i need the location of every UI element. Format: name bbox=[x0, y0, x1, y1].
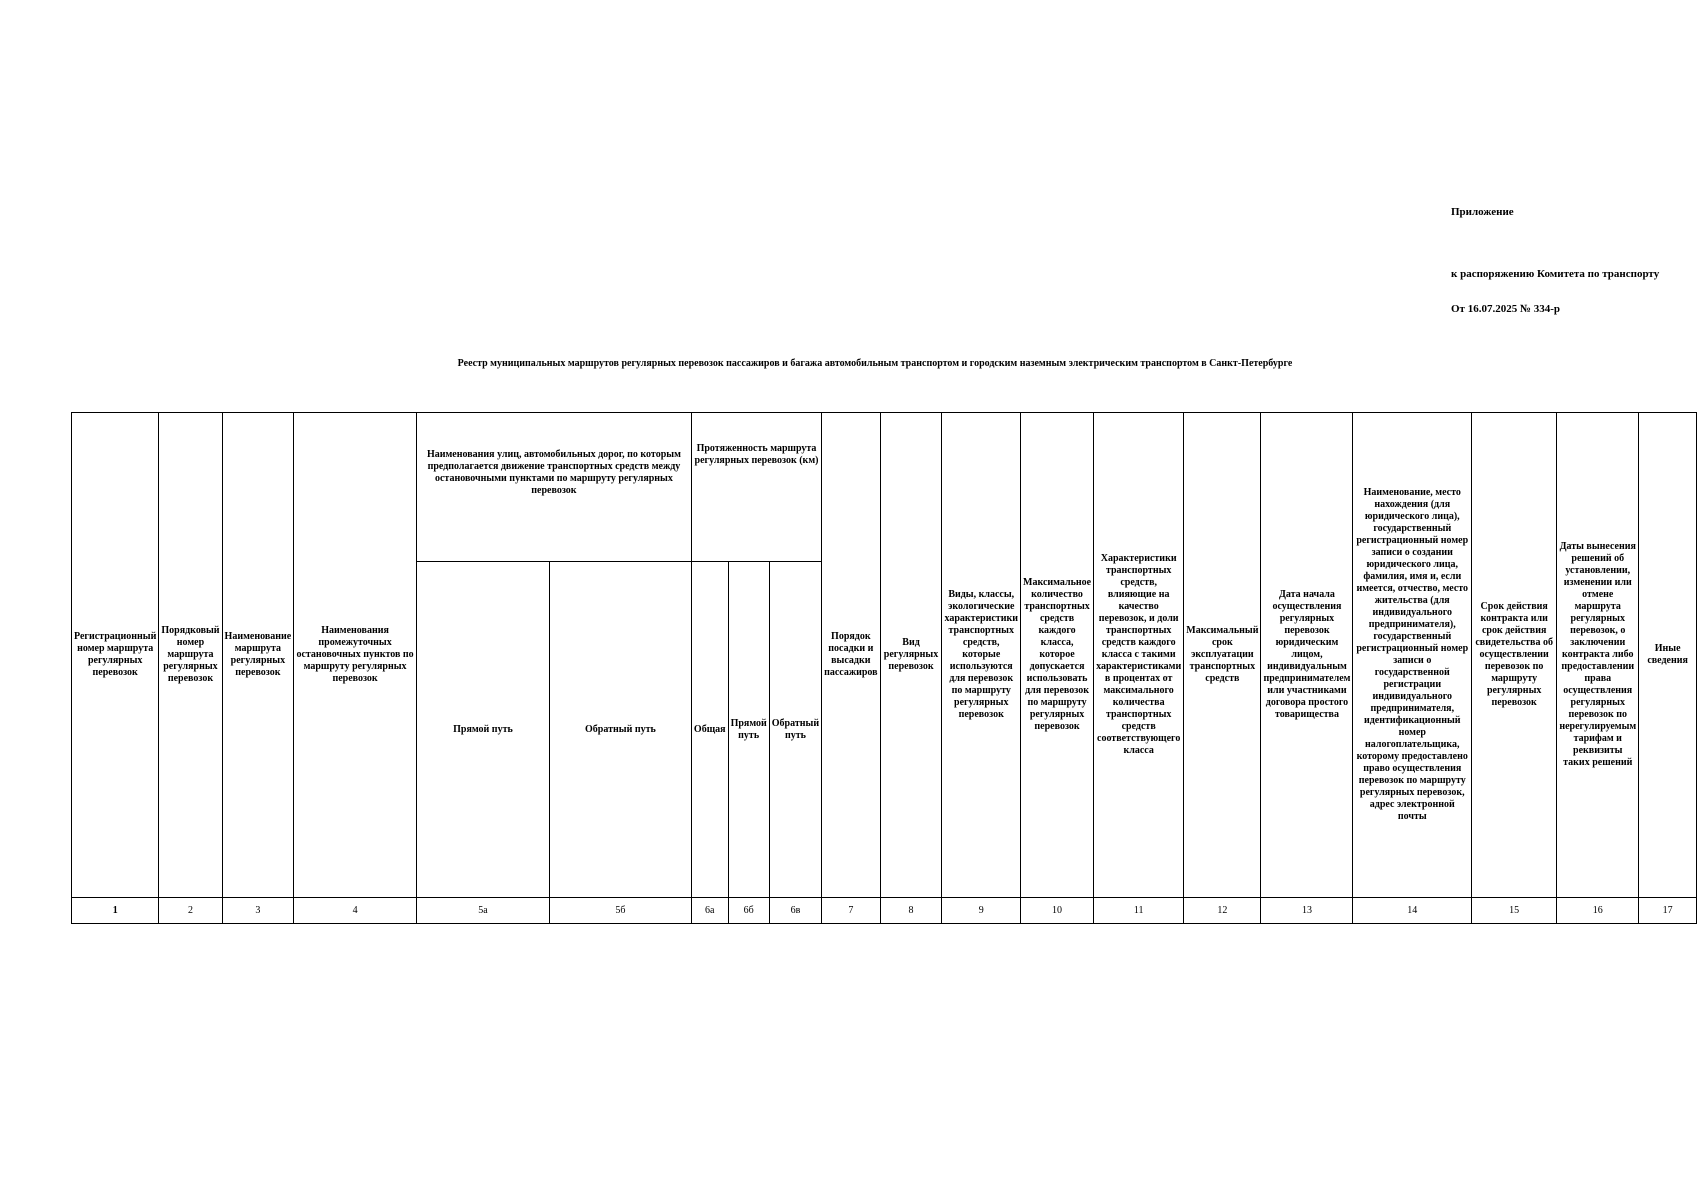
header-contract-term: Срок действия контракта или срок действия свидетельства об осуществлении перевозок по маршруту регулярных перевозок bbox=[1472, 413, 1557, 898]
column-number-cell: 6б bbox=[728, 898, 769, 924]
column-number-cell: 5а bbox=[416, 898, 549, 924]
column-number-cell: 2 bbox=[159, 898, 222, 924]
header-carrier-details: Наименование, место нахождения (для юридического лица), государственный регистрационный номер записи о создании юридического лица, фамилия, имя и, если имеется, отчество, место жительства (для индивидуального предпринимателя), государственный регистрационный номер записи о государственной регистрации индивидуального предпринимателя, идентификационный номер налогоплательщика, которому предоставлено право осуществления перевозок по маршруту регулярных перевозок, адрес электронной почты bbox=[1353, 413, 1472, 898]
header-max-vehicle-count: Максимальное количество транспортных средств каждого класса, которое допускается использовать для перевозок по маршруту регулярных перевозок bbox=[1021, 413, 1094, 898]
column-number-cell: 4 bbox=[294, 898, 417, 924]
header-vehicle-characteristics: Характеристики транспортных средств, влияющие на качество перевозок, и доли транспортных средств каждого класса с такими характеристиками в процентах от максимального количества транспортных средств соответствующего класса bbox=[1094, 413, 1184, 898]
column-number-cell: 8 bbox=[880, 898, 942, 924]
header-registration-number: Регистрационный номер маршрута регулярных перевозок bbox=[72, 413, 159, 898]
column-number-cell: 6в bbox=[769, 898, 821, 924]
document-title: Реестр муниципальных маршрутов регулярных перевозок пассажиров и багажа автомобильным транспортом и городским наземным электрическим транспортом в Санкт-Петербурге bbox=[457, 358, 1293, 369]
column-number-cell: 6а bbox=[691, 898, 728, 924]
column-number-cell: 13 bbox=[1261, 898, 1353, 924]
header-max-service-life: Максимальный срок эксплуатации транспортных средств bbox=[1184, 413, 1261, 898]
appendix-reference: к распоряжению Комитета по транспорту bbox=[1451, 268, 1660, 280]
header-intermediate-stops: Наименования промежуточных остановочных пунктов по маршруту регулярных перевозок bbox=[294, 413, 417, 898]
header-sequence-number: Порядковый номер маршрута регулярных перевозок bbox=[159, 413, 222, 898]
registry-table bbox=[71, 412, 1697, 924]
header-boarding-procedure: Порядок посадки и высадки пассажиров bbox=[822, 413, 880, 898]
column-number-cell: 16 bbox=[1557, 898, 1639, 924]
header-streets-group: Наименования улиц, автомобильных дорог, по которым предполагается движение транспортных средств между остановочными пунктами по маршруту регулярных перевозок bbox=[416, 413, 691, 562]
column-number-cell: 3 bbox=[222, 898, 294, 924]
appendix-date-line: От 16.07.2025 № 334-р bbox=[1451, 303, 1561, 315]
column-number-cell: 15 bbox=[1472, 898, 1557, 924]
column-number-cell: 11 bbox=[1094, 898, 1184, 924]
column-number-cell: 5б bbox=[549, 898, 691, 924]
header-route-name: Наименование маршрута регулярных перевозок bbox=[222, 413, 294, 898]
header-decision-dates: Даты вынесения решений об установлении, изменении или отмене маршрута регулярных перевозок, о заключении контракта либо предоставлении права осуществления регулярных перевозок по нерегулируемым тарифам и реквизиты таких решений bbox=[1557, 413, 1639, 898]
header-vehicle-classes: Виды, классы, экологические характеристики транспортных средств, которые используются для перевозок по маршруту регулярных перевозок bbox=[942, 413, 1021, 898]
column-number-cell: 9 bbox=[942, 898, 1021, 924]
header-forward-path: Прямой путь bbox=[416, 562, 549, 898]
header-length-return: Обратный путь bbox=[769, 562, 821, 898]
column-number-cell: 12 bbox=[1184, 898, 1261, 924]
header-route-length-group: Протяженность маршрута регулярных перевозок (км) bbox=[691, 413, 821, 562]
column-number-cell: 7 bbox=[822, 898, 880, 924]
column-number-cell: 17 bbox=[1639, 898, 1697, 924]
header-return-path: Обратный путь bbox=[549, 562, 691, 898]
header-transport-type: Вид регулярных перевозок bbox=[880, 413, 942, 898]
column-number-cell: 10 bbox=[1021, 898, 1094, 924]
appendix-label: Приложение bbox=[1451, 206, 1514, 218]
column-number-row bbox=[72, 898, 1697, 924]
header-length-total: Общая bbox=[691, 562, 728, 898]
header-other-info: Иные сведения bbox=[1639, 413, 1697, 898]
column-number-cell: 14 bbox=[1353, 898, 1472, 924]
header-length-forward: Прямой путь bbox=[728, 562, 769, 898]
column-number-cell: 1 bbox=[72, 898, 159, 924]
header-start-date: Дата начала осуществления регулярных перевозок юридическим лицом, индивидуальным предпринимателем или участниками договора простого товарищества bbox=[1261, 413, 1353, 898]
